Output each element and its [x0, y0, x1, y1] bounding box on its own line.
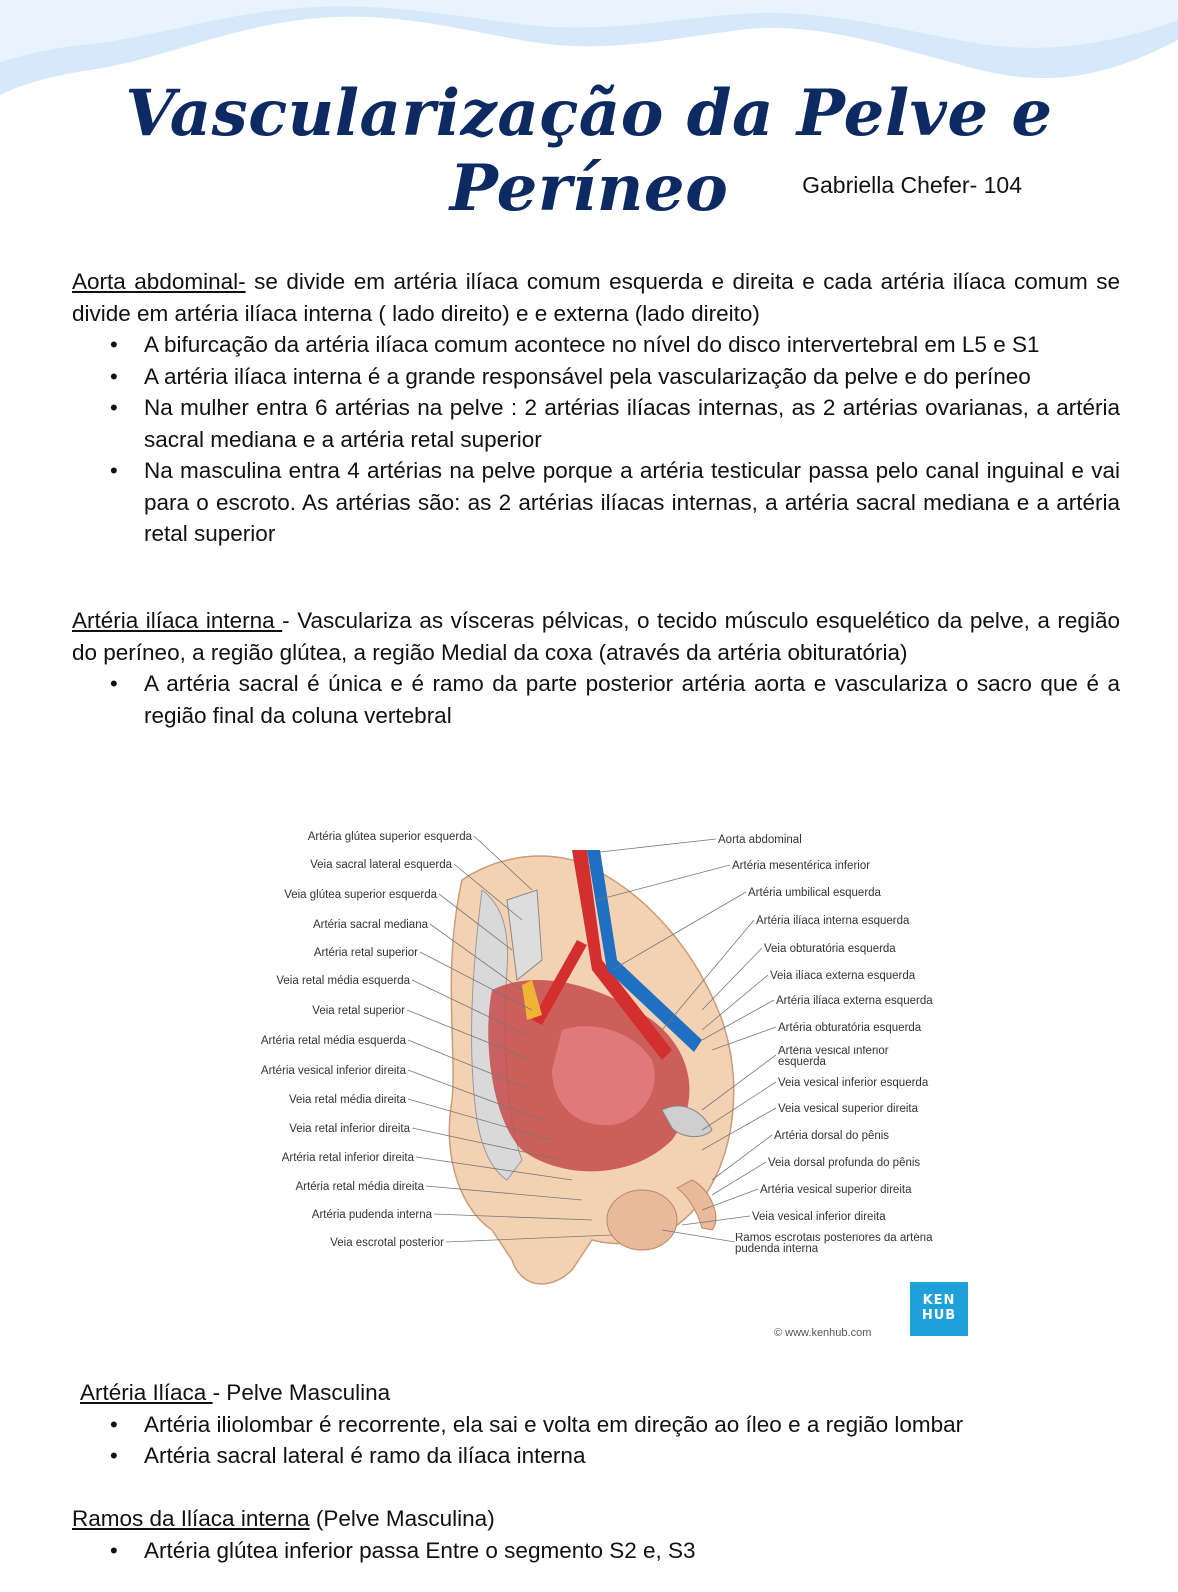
figure-label: Veia vesical inferior direita — [752, 1211, 886, 1223]
figure-label: Veia retal inferior direita — [289, 1123, 410, 1135]
figure-label: Veia retal média esquerda — [276, 975, 410, 987]
section-heading: Artéria Ilíaca — [80, 1380, 213, 1405]
section-paragraph — [72, 1377, 1120, 1409]
section-ramos-iliaca-interna — [72, 1503, 1120, 1566]
section-arteria-iliaca-interna — [72, 605, 1120, 731]
list-item: • A bifurcação da artéria ilíaca comum acontece no nível do disco intervertebral em L5 e S1 — [144, 329, 1120, 361]
list-item: • Na mulher entra 6 artérias na pelve : 2 artérias ilíacas internas, as 2 artérias ovarianas, a artéria sacral mediana e a artéria retal superior — [144, 392, 1120, 455]
figure-label: Veia dorsal profunda do pênis — [768, 1157, 921, 1169]
list-item: • Artéria glútea inferior passa Entre o segmento S2 e, S3 — [144, 1535, 1120, 1567]
section-heading: Artéria ilíaca interna — [72, 608, 283, 633]
section-arteria-iliaca — [72, 1377, 1120, 1472]
figure-label: Artéria retal média direita — [295, 1181, 424, 1193]
figure-label: Aorta abdominal — [718, 834, 802, 846]
figure-label: Artéria dorsal do pênis — [774, 1130, 890, 1142]
section-text: (Pelve Masculina) — [309, 1506, 495, 1531]
anatomy-figure — [232, 820, 992, 1350]
figure-label: Artéria mesentérica inferior — [732, 860, 871, 872]
list-item: • A artéria ilíaca interna é a grande responsável pela vascularização da pelve e do períneo — [144, 361, 1120, 393]
section-heading: Ramos da Ilíaca interna — [72, 1506, 310, 1531]
section-text: - Vasculariza as vísceras pélvicas, o tecido músculo esquelético da pelve, a região do períneo, a região glútea, a região Medial da coxa (através da artéria obituratória) — [72, 608, 1120, 665]
list-item: • A artéria sacral é única e é ramo da parte posterior artéria aorta e vasculariza o sacro que é a região final da coluna vertebral — [144, 668, 1120, 731]
list-item: • Na masculina entra 4 artérias na pelve porque a artéria testicular passa pelo canal inguinal e vai para o escroto. As artérias são: as 2 artérias ilíacas internas, a artéria sacral mediana e a artéria retal superior — [144, 455, 1120, 550]
figure-label: Artéria retal inferior direita — [281, 1152, 414, 1164]
figure-label: Artéria sacral mediana — [312, 919, 428, 931]
bullet-list — [72, 1409, 1120, 1472]
figure-label: Veia vesical superior direita — [778, 1103, 918, 1115]
page-title: Vascularização da Pelve e Períneo — [125, 76, 1053, 226]
figure-label: Veia glútea superior esquerda — [284, 889, 437, 901]
figure-label: Artéria retal superior — [313, 947, 418, 959]
list-item: • Artéria sacral lateral é ramo da ilíaca interna — [144, 1440, 1120, 1472]
figure-label-wrap — [778, 1046, 928, 1076]
figure-label: Veia retal média direita — [289, 1094, 406, 1106]
figure-label: Artéria vesical superior direita — [760, 1184, 912, 1196]
figure-label-wrap — [735, 1233, 935, 1277]
section-text: - Pelve Masculina — [212, 1380, 391, 1405]
section-text: se divide em artéria ilíaca comum esquerda e direita e cada artéria ilíaca comum se divide em artéria ilíaca interna ( lado direito) e e externa (lado direito) — [72, 269, 1120, 326]
section-paragraph — [72, 266, 1120, 329]
right-labels — [718, 834, 935, 1277]
figure-label: Artéria ilíaca interna esquerda — [756, 915, 910, 927]
section-heading: Aorta abdominal- — [72, 269, 246, 294]
figure-label: Artéria vesical inferior direita — [260, 1065, 406, 1077]
bullet-list — [72, 329, 1120, 550]
figure-label: Artéria glútea superior esquerda — [307, 831, 472, 843]
kenhub-logo-text: KEN HUB — [921, 1293, 957, 1323]
figure-label: Veia escrotal posterior — [330, 1237, 444, 1249]
list-item: • Artéria iliolombar é recorrente, ela sai e volta em direção ao íleo e a região lombar — [144, 1409, 1120, 1441]
figure-label: Artéria ilíaca externa esquerda — [776, 995, 933, 1007]
figure-label: Veia retal superior — [312, 1005, 405, 1017]
figure-label: Veia vesical inferior esquerda — [778, 1077, 929, 1089]
figure-label: Ramos escrotais posteriores da artéria pudenda interna — [735, 1233, 933, 1255]
bullet-list — [72, 668, 1120, 731]
figure-label: Artéria vesical inferior esquerda — [778, 1046, 889, 1068]
section-paragraph — [72, 1503, 1120, 1535]
left-labels — [261, 831, 473, 1249]
kenhub-logo — [910, 1282, 968, 1336]
figure-label: Veia ilíaca externa esquerda — [770, 970, 916, 982]
figure-label: Artéria pudenda interna — [311, 1209, 432, 1221]
section-paragraph — [72, 605, 1120, 668]
figure-label: Artéria retal média esquerda — [260, 1035, 406, 1047]
section-aorta-abdominal — [72, 266, 1120, 550]
figure-credit: © www.kenhub.com — [774, 1327, 872, 1339]
author-line: Gabriella Chefer- 104 — [802, 172, 1022, 198]
figure-label: Veia sacral lateral esquerda — [310, 859, 452, 871]
figure-label: Artéria obturatória esquerda — [778, 1022, 922, 1034]
figure-label: Artéria umbilical esquerda — [748, 887, 881, 899]
bullet-list — [72, 1535, 1120, 1567]
anatomy-illustration — [449, 850, 733, 1284]
figure-label: Veia obturatória esquerda — [764, 943, 896, 955]
